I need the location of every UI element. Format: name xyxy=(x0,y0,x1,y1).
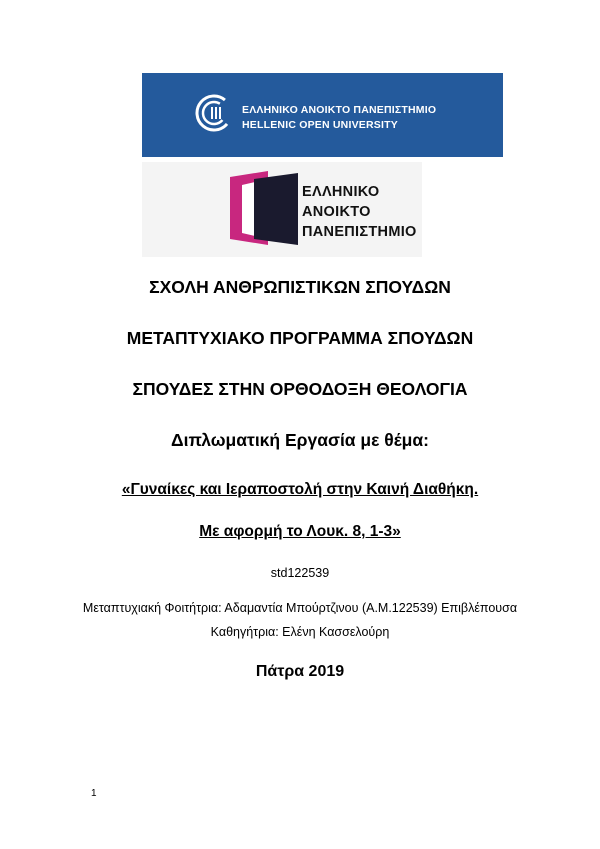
thesis-heading: Διπλωματική Εργασία με θέμα: xyxy=(171,430,429,450)
hou-banner-logo xyxy=(142,73,503,157)
eap-logo xyxy=(142,162,422,257)
logo-word-2: ΑΝΟΙΚΤΟ xyxy=(302,204,371,220)
thesis-title-line-2: Με αφορμή το Λουκ. 8, 1-3» xyxy=(199,523,401,540)
banner-title-english: HELLENIC OPEN UNIVERSITY xyxy=(242,119,398,131)
credits-line-1: Μεταπτυχιακή Φοιτήτρια: Αδαμαντία Μπούρτζινου (Α.Μ.122539) Επιβλέπουσα xyxy=(82,601,518,615)
field-heading: ΣΠΟΥΔΕΣ ΣΤΗΝ ΟΡΘΟΔΟΞΗ ΘΕΟΛΟΓΙΑ xyxy=(132,379,468,399)
credits-line-2: Καθηγήτρια: Ελένη Κασσελούρη xyxy=(210,625,390,639)
place-year: Πάτρα 2019 xyxy=(255,663,345,680)
open-door-logo-icon xyxy=(228,169,300,245)
student-id: std122539 xyxy=(270,566,330,580)
logo-word-1: ΕΛΛΗΝΙΚΟ xyxy=(302,184,380,200)
school-heading: ΣΧΟΛΗ ΑΝΘΡΩΠΙΣΤΙΚΩΝ ΣΠΟΥΔΩΝ xyxy=(149,277,451,297)
university-c-logo-icon xyxy=(194,93,234,133)
page-number: 1 xyxy=(91,788,97,799)
logo-word-3: ΠΑΝΕΠΙΣΤΗΜΙΟ xyxy=(302,224,417,240)
program-heading: ΜΕΤΑΠΤΥΧΙΑΚΟ ΠΡΟΓΡΑΜΜΑ ΣΠΟΥΔΩΝ xyxy=(126,328,474,348)
thesis-title-line-1: «Γυναίκες και Ιεραποστολή στην Καινή Διαθήκη. xyxy=(121,481,479,498)
banner-title-greek: ΕΛΛΗΝΙΚΟ ΑΝΟΙΚΤΟ ΠΑΝΕΠΙΣΤΗΜΙΟ xyxy=(242,104,437,116)
